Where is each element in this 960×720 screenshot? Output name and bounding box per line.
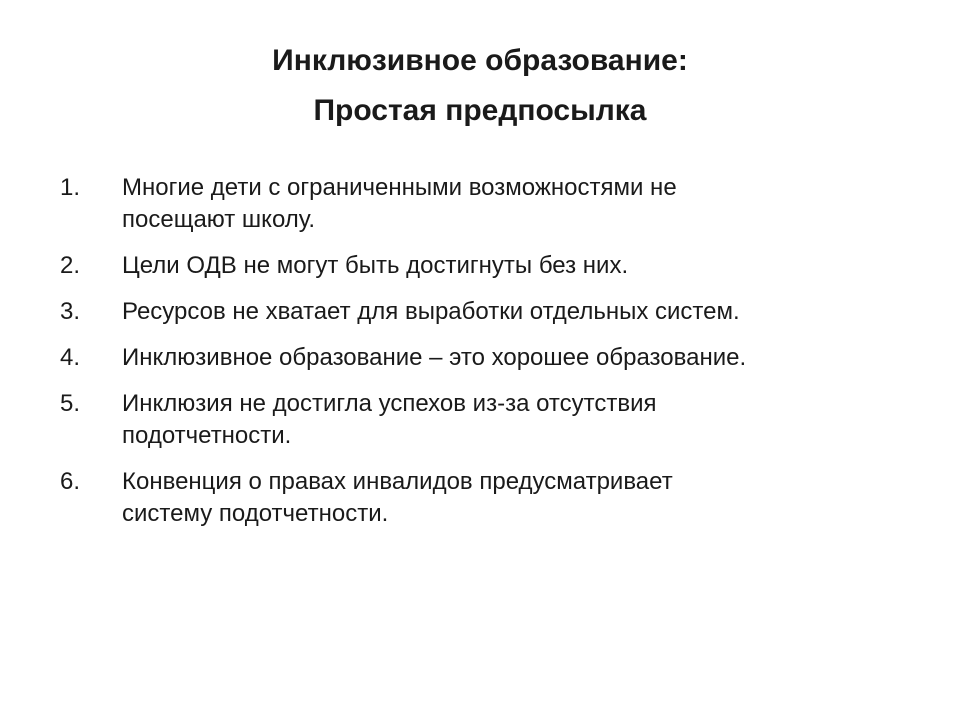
slide-subtitle: Простая предпосылка <box>313 94 647 127</box>
item-number: 3. <box>60 298 81 325</box>
item-line: Инклюзия не достигла успехов из-за отсутствия <box>122 390 657 417</box>
item-line: Цели ОДВ не могут быть достигнуты без них. <box>122 252 629 279</box>
item-number: 4. <box>60 344 81 371</box>
item-text <box>122 388 882 452</box>
item-text <box>122 172 882 236</box>
item-text <box>122 296 882 328</box>
item-line: Многие дети с ограниченными возможностями не <box>122 174 677 201</box>
item-number: 2. <box>60 252 81 279</box>
list-item <box>60 342 920 374</box>
item-number: 5. <box>60 390 81 417</box>
item-text <box>122 250 882 282</box>
item-line: систему подотчетности. <box>122 500 389 527</box>
slide-title-block <box>0 36 960 136</box>
list-item <box>60 172 920 236</box>
item-line: Конвенция о правах инвалидов предусматривает <box>122 468 673 495</box>
item-line: посещают школу. <box>122 206 316 233</box>
premise-list <box>60 172 920 544</box>
item-number: 6. <box>60 468 81 495</box>
item-line: Инклюзивное образование – это хорошее образование. <box>122 344 747 371</box>
slide-title: Инклюзивное образование: <box>272 44 688 77</box>
item-text <box>122 342 882 374</box>
item-text <box>122 466 882 530</box>
item-line: подотчетности. <box>122 422 292 449</box>
list-item <box>60 296 920 328</box>
list-item <box>60 388 920 452</box>
item-number: 1. <box>60 174 81 201</box>
list-item <box>60 466 920 530</box>
list-item <box>60 250 920 282</box>
item-line: Ресурсов не хватает для выработки отдельных систем. <box>122 298 740 325</box>
